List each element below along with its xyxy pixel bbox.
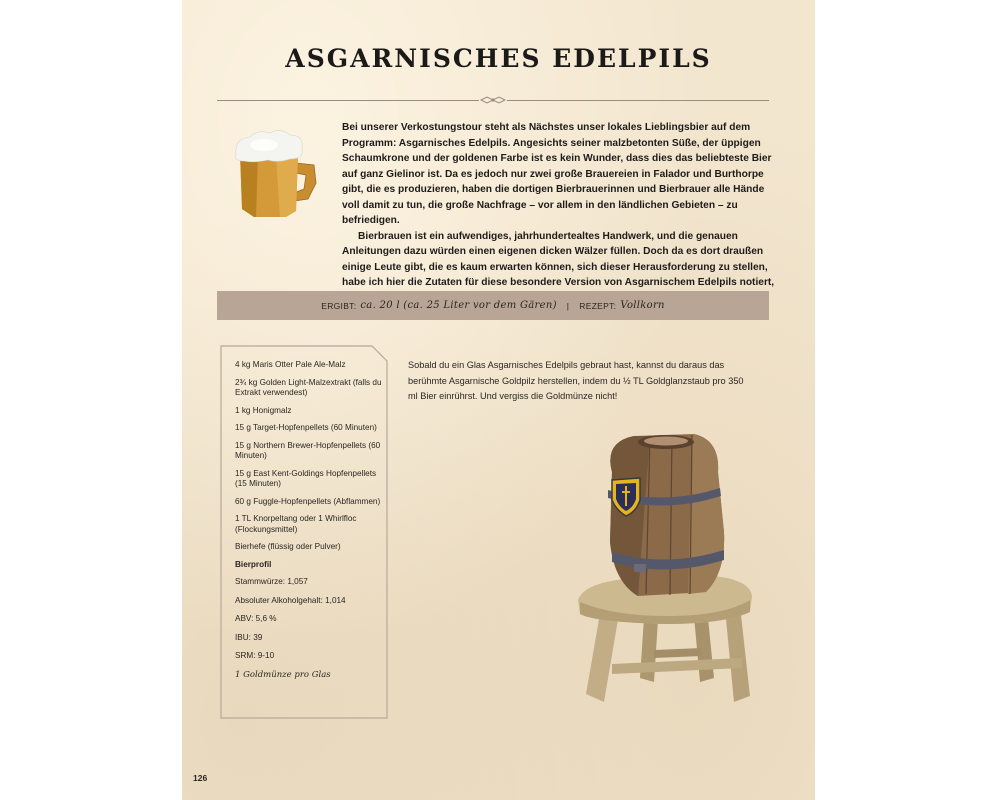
ingredient-item: 15 g East Kent-Goldings Hopfenpellets (15 Minuten): [235, 468, 377, 488]
ingredient-item: Bierhefe (flüssig oder Pulver): [235, 542, 341, 551]
beer-mug-icon: [228, 125, 328, 225]
ingredient-item: 1 TL Knorpeltang oder 1 Whirlfloc (Flockungsmittel): [235, 514, 357, 534]
yield-separator: |: [566, 300, 570, 311]
profile-item: Stammwürze: 1,057: [235, 577, 308, 586]
ingredient-list: [235, 360, 385, 680]
profile-item: Absoluter Alkoholgehalt: 1,014: [235, 595, 346, 605]
recipe-title: ASGARNISCHES EDELPILS: [285, 44, 712, 73]
ingredient-item: 15 g Target-Hopfenpellets (60 Minuten): [235, 423, 377, 432]
yield-label: ERGIBT:: [321, 300, 357, 311]
yield-bar: [217, 291, 769, 320]
profile-item: SRM: 9-10: [235, 651, 275, 660]
yield-value: ca. 20 l (ca. 25 Liter vor dem Gären): [360, 300, 557, 311]
intro-paragraph-1: Bei unserer Verkostungstour steht als Nächstes unser lokales Lieblingsbier auf dem Programm: Asgarnisches Edelpils. Angesichts seiner malzbetonten Süße, der üppigen Schaumkrone und der goldenen Farbe ist es kein Wunder, dass dies das beliebteste Bier auf ganz Gielinor ist. Da es jedoch nur zwei große Brauereien in Falador und Burthorpe gibt, die es produzieren, haben die dortigen Bierbrauerinnen und Bierbrauer alle Hände voll damit zu tun, die große Nachfrage – vor allem in den ländlichen Gebieten – zu befriedigen.: [342, 122, 772, 226]
ingredient-item: 1 kg Honigmalz: [235, 405, 292, 415]
ingredient-item: 4 kg Maris Otter Pale Ale-Malz: [235, 360, 346, 369]
profile-item: IBU: 39: [235, 632, 263, 642]
title-divider: [217, 98, 769, 104]
page-number: 126: [193, 773, 208, 783]
recipe-label: REZEPT:: [579, 300, 617, 311]
profile-title: Bierprofil: [235, 559, 272, 569]
intro-paragraph-2: Bierbrauen ist ein aufwendiges, jahrhundertealtes Handwerk, und die genauen Anleitungen dazu würden einen eigenen dicken Wälzer füllen. Doch da es dort draußen einige Leute gibt, die es kaum erwarten können, sich dieser Herausforderung zu stellen, habe ich hier die Zutaten für diese besondere Version von Asgarnischem Edelpils notiert,: [342, 230, 775, 288]
price-note: 1 Goldmünze pro Glas: [235, 669, 331, 680]
ornament-icon: [479, 95, 507, 105]
cookbook-page: [182, 0, 815, 800]
ingredient-item: 60 g Fuggle-Hopfenpellets (Abflammen): [235, 496, 381, 506]
ingredients-box: [220, 345, 388, 719]
keg-on-stool-illustration: [574, 432, 754, 712]
divider-line-left: [217, 100, 479, 101]
profile-item: ABV: 5,6 %: [235, 614, 277, 623]
side-note: Sobald du ein Glas Asgarnisches Edelpils gebraut hast, kannst du daraus das berühmte Asgarnische Goldpilz herstellen, indem du ½ TL Goldglanzstaub pro 350 ml Bier einrührst. Und vergiss die Goldmünze nicht!: [408, 360, 744, 401]
intro-text: [342, 120, 782, 306]
ingredient-item: 2¾ kg Golden Light-Malzextrakt (falls du Extrakt verwendest): [235, 377, 382, 397]
divider-line-right: [507, 100, 769, 101]
recipe-value: Vollkorn: [620, 300, 665, 311]
ingredient-item: 15 g Northern Brewer-Hopfenpellets (60 Minuten): [235, 440, 381, 460]
